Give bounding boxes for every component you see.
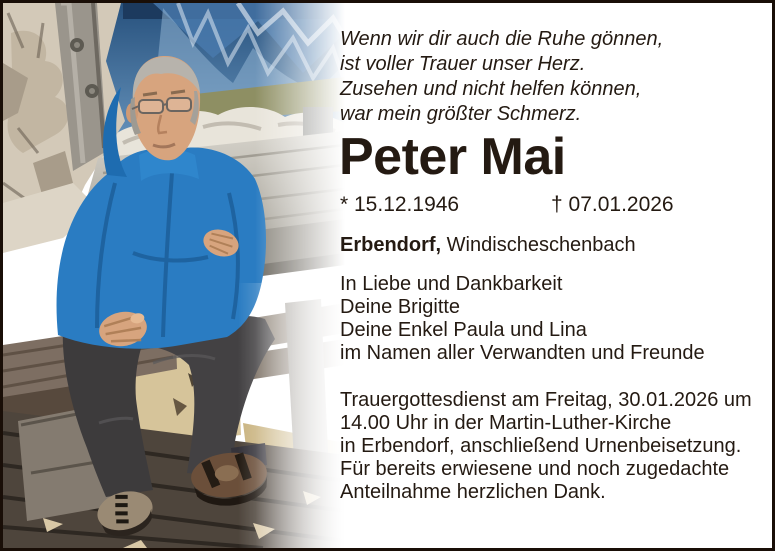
places-line [340,234,636,257]
poem-line: ist voller Trauer unser Herz. [340,53,586,75]
thanks-block [340,458,729,504]
birth-date: * 15.12.1946 [340,193,460,216]
place-secondary: Windischeschenbach [441,234,636,256]
notice-text-column [337,3,767,548]
poem-line: war mein größter Schmerz. [340,103,582,125]
poem-line: Wenn wir dir auch die Ruhe gönnen, [340,28,664,50]
service-line: Trauergottesdienst am Freitag, 30.01.2026 um [340,389,752,411]
thanks-line: Für bereits erwiesene und noch zugedachte [340,458,730,480]
mourners-block [340,273,705,365]
mourner-line: In Liebe und Dankbarkeit [340,273,563,295]
service-line: in Erbendorf, anschließend Urnenbeisetzung. [340,435,742,457]
thanks-line: Anteilnahme herzlichen Dank. [340,481,606,503]
death-date: † 07.01.2026 [551,193,674,216]
funeral-service-block [340,389,752,458]
photo-fade [255,3,345,548]
portrait-photo [3,3,345,548]
service-line: 14.00 Uhr in der Martin-Luther-Kirche [340,412,672,434]
life-dates [340,193,760,217]
mourner-line: Deine Brigitte [340,296,461,318]
glasses [132,98,191,113]
mourner-line: im Namen aller Verwandten und Freunde [340,342,705,364]
place-primary: Erbendorf, [340,234,442,256]
poem-line: Zusehen und nicht helfen können, [340,78,642,100]
memorial-poem [340,27,663,127]
deceased-name: Peter Mai [339,128,566,186]
mourner-line: Deine Enkel Paula und Lina [340,319,587,341]
